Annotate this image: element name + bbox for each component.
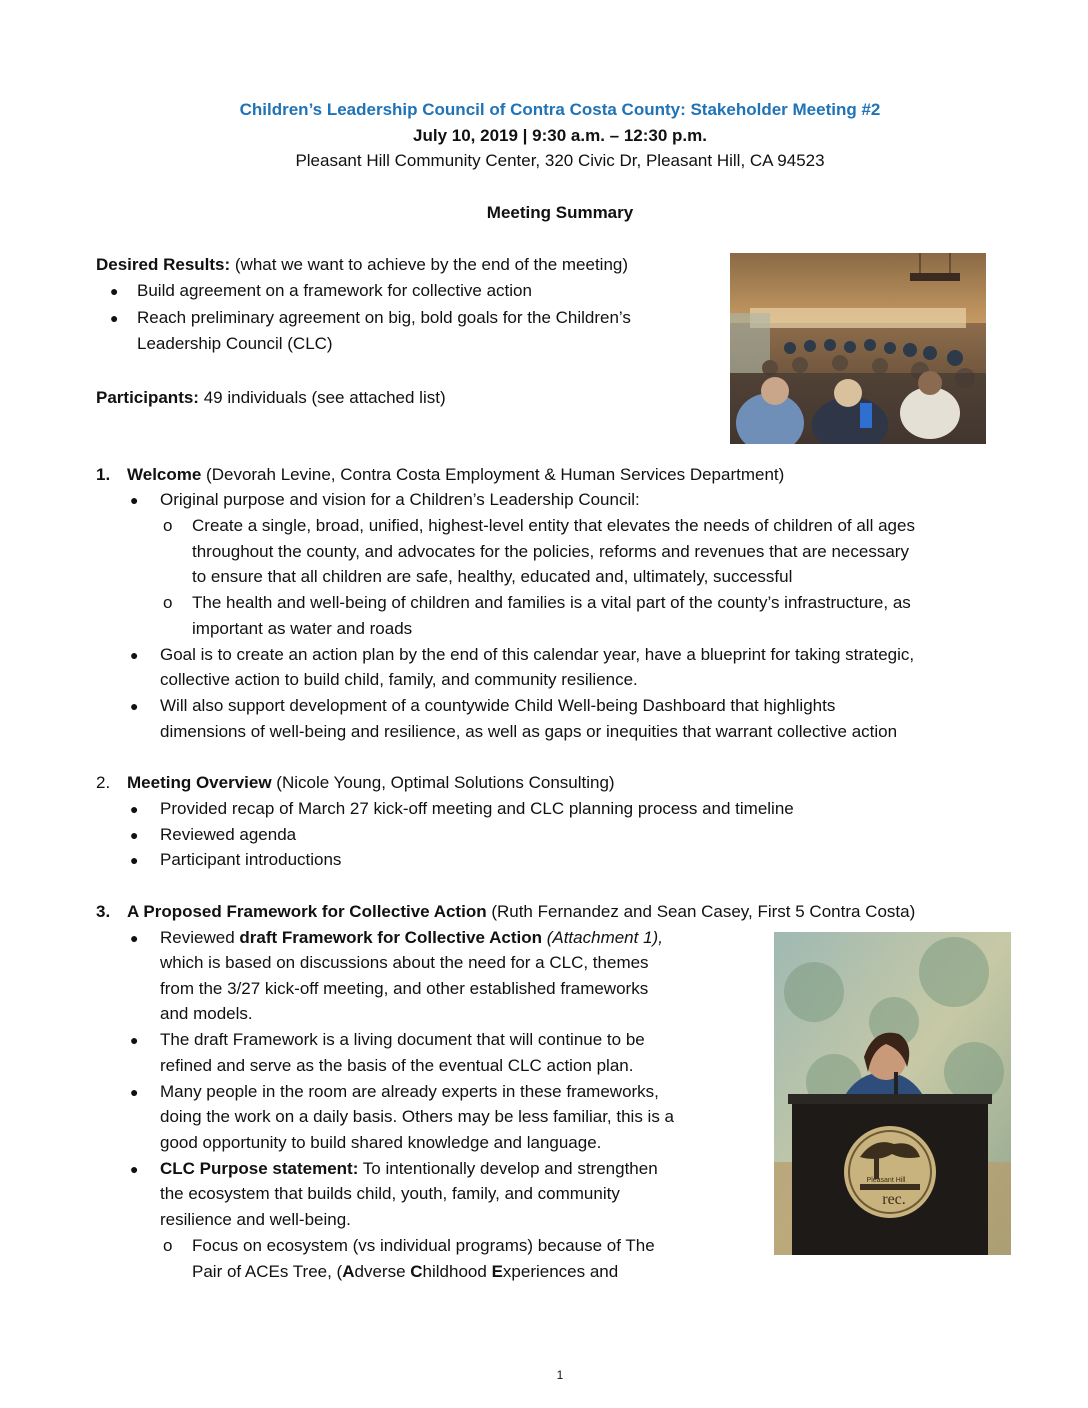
bullet-icon: ● <box>130 1161 139 1177</box>
desired-item-2-cont: Leadership Council (CLC) <box>137 334 333 353</box>
section-3-sub-1: Focus on ecosystem (vs individual programs) because of The <box>192 1236 655 1255</box>
participants <box>96 387 446 409</box>
aces-part-3: xperiences and <box>502 1262 619 1281</box>
section-1-item-3: Will also support development of a countywide Child Well-being Dashboard that highlights <box>160 696 836 715</box>
bullet-icon: ● <box>130 827 139 843</box>
meeting-summary-heading: Meeting Summary <box>486 203 634 222</box>
section-1-heading <box>127 464 784 486</box>
section-2-number: 2. <box>96 773 111 792</box>
aces-pre: Pair of ACEs Tree, ( <box>192 1262 343 1281</box>
bullet-icon: ● <box>130 1032 139 1048</box>
section-1-title: Welcome <box>127 465 202 484</box>
sub-bullet-icon: o <box>163 593 173 612</box>
section-1-sub-1-cont: throughout the county, and advocates for the policies, reforms and revenues that are necessary <box>192 542 909 561</box>
section-3-heading <box>127 901 915 923</box>
section-2-heading <box>127 772 615 794</box>
podium-logo-text: rec. <box>882 1191 906 1208</box>
attachment-ref: (Attachment 1), <box>541 928 663 947</box>
meeting-location: Pleasant Hill Community Center, 320 Civic Dr, Pleasant Hill, CA 94523 <box>295 151 825 170</box>
bullet-icon: ● <box>110 283 119 299</box>
section-3-number: 3. <box>96 902 111 921</box>
section-3-item-3-cont2: good opportunity to build shared knowledge and language. <box>160 1133 602 1152</box>
section-2-item-3: Participant introductions <box>160 850 342 869</box>
bullet-icon: ● <box>130 1084 139 1100</box>
section-3-item-1-cont: which is based on discussions about the need for a CLC, themes <box>160 953 649 972</box>
section-3-item-1 <box>160 927 663 949</box>
section-3-item-2-cont: refined and serve as the basis of the eventual CLC action plan. <box>160 1056 634 1075</box>
aces-letter-e: E <box>491 1262 503 1281</box>
section-1-presenter: (Devorah Levine, Contra Costa Employment & Human Services Department) <box>201 465 785 484</box>
desired-results <box>96 254 628 276</box>
participants-text: 49 individuals (see attached list) <box>198 388 446 407</box>
section-3-item-3: Many people in the room are already experts in these frameworks, <box>160 1082 659 1101</box>
aces-letter-a: A <box>342 1262 355 1281</box>
desired-results-text: (what we want to achieve by the end of the meeting) <box>230 255 629 274</box>
purpose-label: CLC Purpose statement: <box>160 1159 359 1178</box>
bullet-icon: ● <box>110 310 119 326</box>
page-number: 1 <box>556 1368 564 1382</box>
bullet-icon: ● <box>130 647 139 663</box>
section-3-presenter: (Ruth Fernandez and Sean Casey, First 5 Contra Costa) <box>486 902 916 921</box>
section-2-title: Meeting Overview <box>127 773 272 792</box>
bullet-icon: ● <box>130 930 139 946</box>
section-2-item-2: Reviewed agenda <box>160 825 297 844</box>
bullet-icon: ● <box>130 698 139 714</box>
section-2-presenter: (Nicole Young, Optimal Solutions Consulting) <box>271 773 615 792</box>
section-3-item-2: The draft Framework is a living document that will continue to be <box>160 1030 645 1049</box>
section-3-item-1-pre: Reviewed <box>160 928 240 947</box>
desired-item-1: Build agreement on a framework for collective action <box>137 281 532 300</box>
participants-label: Participants: <box>96 388 199 407</box>
bullet-icon: ● <box>130 852 139 868</box>
section-3-sub-1-cont <box>192 1261 618 1283</box>
bullet-icon: ● <box>130 492 139 508</box>
sub-bullet-icon: o <box>163 1236 173 1255</box>
purpose-text: To intentionally develop and strengthen <box>358 1159 658 1178</box>
section-1-sub-1: Create a single, broad, unified, highest-level entity that elevates the needs of children of all ages <box>192 516 915 535</box>
sub-bullet-icon: o <box>163 516 173 535</box>
section-1-item-3-cont: dimensions of well-being and resilience, as well as gaps or inequities that warrant collective action <box>160 722 898 741</box>
section-1-item-2-cont: collective action to build child, family, and community resilience. <box>160 670 638 689</box>
section-2-item-1: Provided recap of March 27 kick-off meeting and CLC planning process and timeline <box>160 799 794 818</box>
section-3-item-4-cont: the ecosystem that builds child, youth, family, and community <box>160 1184 620 1203</box>
aces-part-1: dverse <box>354 1262 411 1281</box>
aces-part-2: hildhood <box>422 1262 492 1281</box>
section-3-title: A Proposed Framework for Collective Action <box>127 902 487 921</box>
meeting-date: July 10, 2019 | 9:30 a.m. – 12:30 p.m. <box>413 126 707 145</box>
aces-letter-c: C <box>410 1262 423 1281</box>
speaker-photo <box>774 932 1011 1255</box>
section-1-sub-2: The health and well-being of children and families is a vital part of the county’s infrastructure, as <box>192 593 911 612</box>
meeting-room-photo <box>730 253 986 444</box>
section-1-item-1: Original purpose and vision for a Children’s Leadership Council: <box>160 490 640 509</box>
section-1-item-2: Goal is to create an action plan by the end of this calendar year, have a blueprint for taking strategic, <box>160 645 915 664</box>
section-1-number: 1. <box>96 465 111 484</box>
section-3-item-4-cont2: resilience and well-being. <box>160 1210 351 1229</box>
desired-results-label: Desired Results: <box>96 255 231 274</box>
desired-item-2: Reach preliminary agreement on big, bold goals for the Children’s <box>137 308 631 327</box>
section-3-item-1-cont3: and models. <box>160 1004 253 1023</box>
section-3-item-3-cont: doing the work on a daily basis. Others may be less familiar, this is a <box>160 1107 675 1126</box>
section-3-item-1-cont2: from the 3/27 kick-off meeting, and other established frameworks <box>160 979 649 998</box>
section-3-item-4 <box>160 1158 658 1180</box>
document-title: Children’s Leadership Council of Contra Costa County: Stakeholder Meeting #2 <box>239 100 881 119</box>
podium-logo-small-text: Pleasant Hill <box>866 1177 906 1184</box>
section-1-sub-1-cont2: to ensure that all children are safe, healthy, educated and, ultimately, successful <box>192 567 793 586</box>
section-1-sub-2-cont: important as water and roads <box>192 619 413 638</box>
bullet-icon: ● <box>130 801 139 817</box>
framework-title: draft Framework for Collective Action <box>239 928 542 947</box>
